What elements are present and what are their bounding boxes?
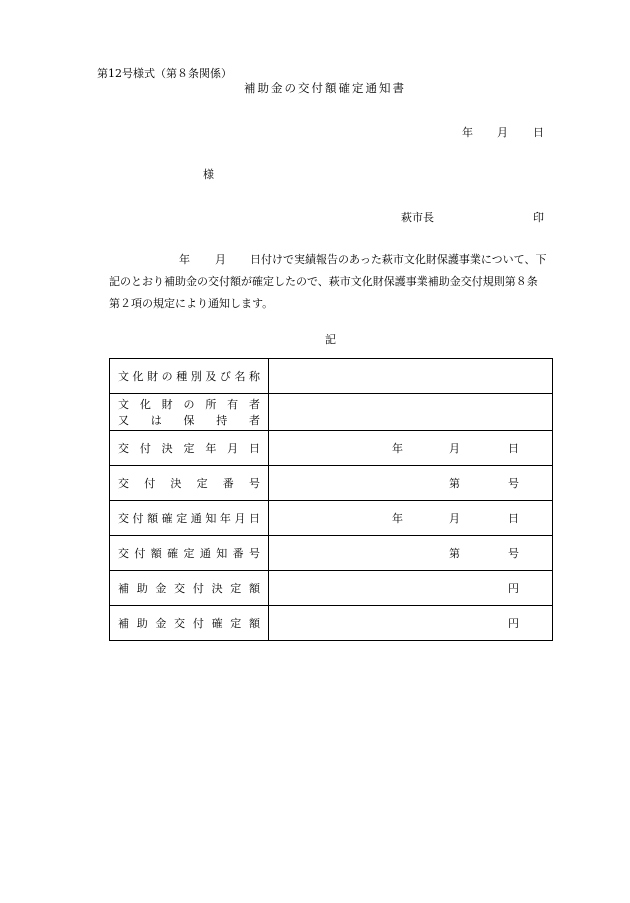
row4-dai-label: 第 bbox=[449, 477, 460, 490]
table-row bbox=[110, 536, 553, 571]
row4-value-cell bbox=[269, 466, 553, 501]
row5-year-label: 年 bbox=[392, 512, 403, 525]
table-row bbox=[110, 394, 553, 431]
row-label-cell bbox=[110, 394, 269, 431]
row8-label: 補助金交付確定額 bbox=[118, 617, 260, 630]
row-label-cell bbox=[110, 536, 269, 571]
row2-value-cell bbox=[269, 394, 553, 431]
row8-yen-label: 円 bbox=[508, 617, 519, 630]
row5-day-label: 日 bbox=[508, 512, 519, 525]
row3-label: 交付決定年月日 bbox=[118, 442, 260, 455]
info-table bbox=[109, 358, 553, 641]
row2-label-b: 又 は 保 持 者 bbox=[118, 414, 260, 427]
row7-value-cell bbox=[269, 571, 553, 606]
row-label-cell bbox=[110, 501, 269, 536]
date-year-label: 年 bbox=[462, 126, 473, 139]
seal-mark: 印 bbox=[533, 211, 544, 224]
row3-value-cell bbox=[269, 431, 553, 466]
sender-title: 萩市長 bbox=[401, 211, 434, 224]
row1-label: 文化財の種別及び名称 bbox=[118, 370, 260, 383]
table-row bbox=[110, 571, 553, 606]
row-label-cell bbox=[110, 571, 269, 606]
recipient-honorific: 様 bbox=[203, 168, 214, 181]
table-row bbox=[110, 606, 553, 641]
row6-label: 交付額確定通知番号 bbox=[118, 547, 260, 560]
table-row bbox=[110, 466, 553, 501]
row8-value-cell bbox=[269, 606, 553, 641]
row5-month-label: 月 bbox=[449, 512, 460, 525]
table-row bbox=[110, 359, 553, 394]
row4-go-label: 号 bbox=[508, 477, 519, 490]
row7-yen-label: 円 bbox=[508, 582, 519, 595]
body-month-label: 月 bbox=[215, 253, 226, 266]
document-title: 補助金の交付額確定通知書 bbox=[244, 81, 406, 95]
row-label-cell bbox=[110, 359, 269, 394]
row3-year-label: 年 bbox=[392, 442, 403, 455]
row5-label: 交付額確定通知年月日 bbox=[118, 512, 260, 525]
body-line-3: 第２項の規定により通知します。 bbox=[109, 297, 274, 310]
row6-go-label: 号 bbox=[508, 547, 519, 560]
body-line-2: 記のとおり補助金の交付額が確定したので、萩市文化財保護事業補助金交付規則第８条 bbox=[109, 275, 538, 288]
row-label-cell bbox=[110, 466, 269, 501]
row6-dai-label: 第 bbox=[449, 547, 460, 560]
row6-value-cell bbox=[269, 536, 553, 571]
form-number: 第12号様式（第８条関係） bbox=[97, 67, 232, 80]
body-line-1-text: 日付けで実績報告のあった萩市文化財保護事業について、下 bbox=[250, 253, 547, 266]
row-label-cell bbox=[110, 606, 269, 641]
date-day-label: 日 bbox=[533, 126, 544, 139]
row3-day-label: 日 bbox=[508, 442, 519, 455]
body-year-label: 年 bbox=[179, 253, 190, 266]
body-text bbox=[109, 249, 569, 315]
table-row bbox=[110, 501, 553, 536]
date-month-label: 月 bbox=[497, 126, 508, 139]
ki-heading: 記 bbox=[325, 333, 336, 346]
row4-label: 交付決定番号 bbox=[118, 477, 260, 490]
row2-label-a: 文 化 財 の 所 有 者 bbox=[118, 398, 260, 411]
row5-value-cell bbox=[269, 501, 553, 536]
row7-label: 補助金交付決定額 bbox=[118, 582, 260, 595]
table-row bbox=[110, 431, 553, 466]
row1-value-cell bbox=[269, 359, 553, 394]
row3-month-label: 月 bbox=[449, 442, 460, 455]
row-label-cell bbox=[110, 431, 269, 466]
body-line-1 bbox=[109, 249, 569, 271]
